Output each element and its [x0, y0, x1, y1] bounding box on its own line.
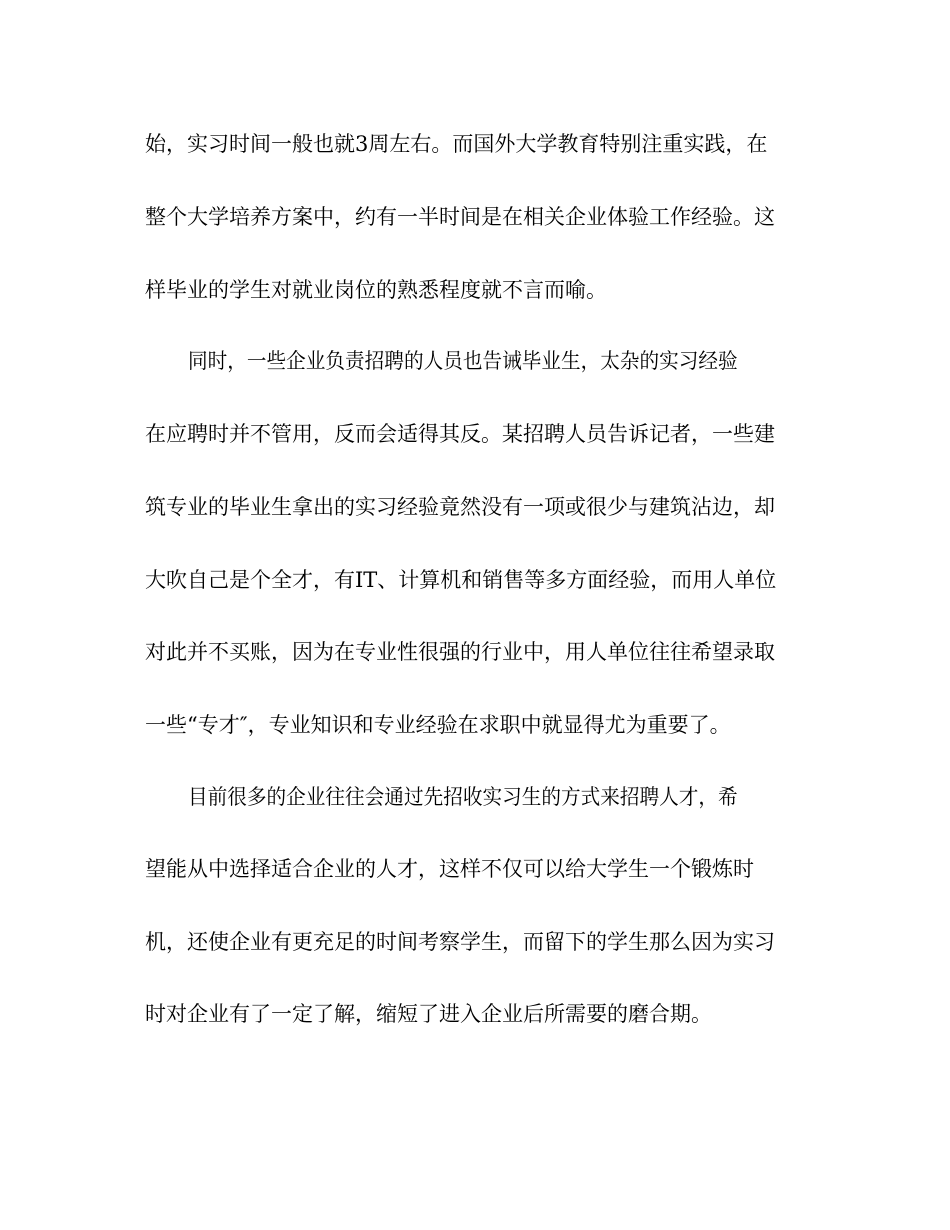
text-line: 大吹自己是个全才，有IT、计算机和销售等多方面经验，而用人单位 — [145, 568, 777, 592]
text-line: 时对企业有了一定了解，缩短了进入企业后所需要的磨合期。 — [145, 1002, 712, 1026]
text-line: 筑专业的毕业生拿出的实习经验竟然没有一项或很少与建筑沾边，却 — [145, 495, 775, 519]
text-line: 同时，一些企业负责招聘的人员也告诫毕业生，太杂的实习经验 — [188, 349, 738, 373]
text-line: 样毕业的学生对就业岗位的熟悉程度就不言而喻。 — [145, 278, 607, 302]
text-line: 对此并不买账，因为在专业性很强的行业中，用人单位往往希望录取 — [145, 640, 775, 664]
text-line: 一些“专才″，专业知识和专业经验在求职中就显得尤为重要了。 — [145, 713, 731, 737]
text-line: 始，实习时间一般也就3周左右。而国外大学教育特别注重实践，在 — [145, 132, 768, 156]
text-line: 目前很多的企业往往会通过先招收实习生的方式来招聘人才，希 — [188, 785, 738, 809]
text-line: 机，还使企业有更充足的时间考察学生，而留下的学生那么因为实习 — [145, 930, 775, 954]
text-line: 望能从中选择适合企业的人才，这样不仅可以给大学生一个锻炼时 — [145, 857, 754, 881]
text-line: 在应聘时并不管用，反而会适得其反。某招聘人员告诉记者，一些建 — [145, 422, 775, 446]
text-line: 整个大学培养方案中，约有一半时间是在相关企业体验工作经验。这 — [145, 205, 775, 229]
